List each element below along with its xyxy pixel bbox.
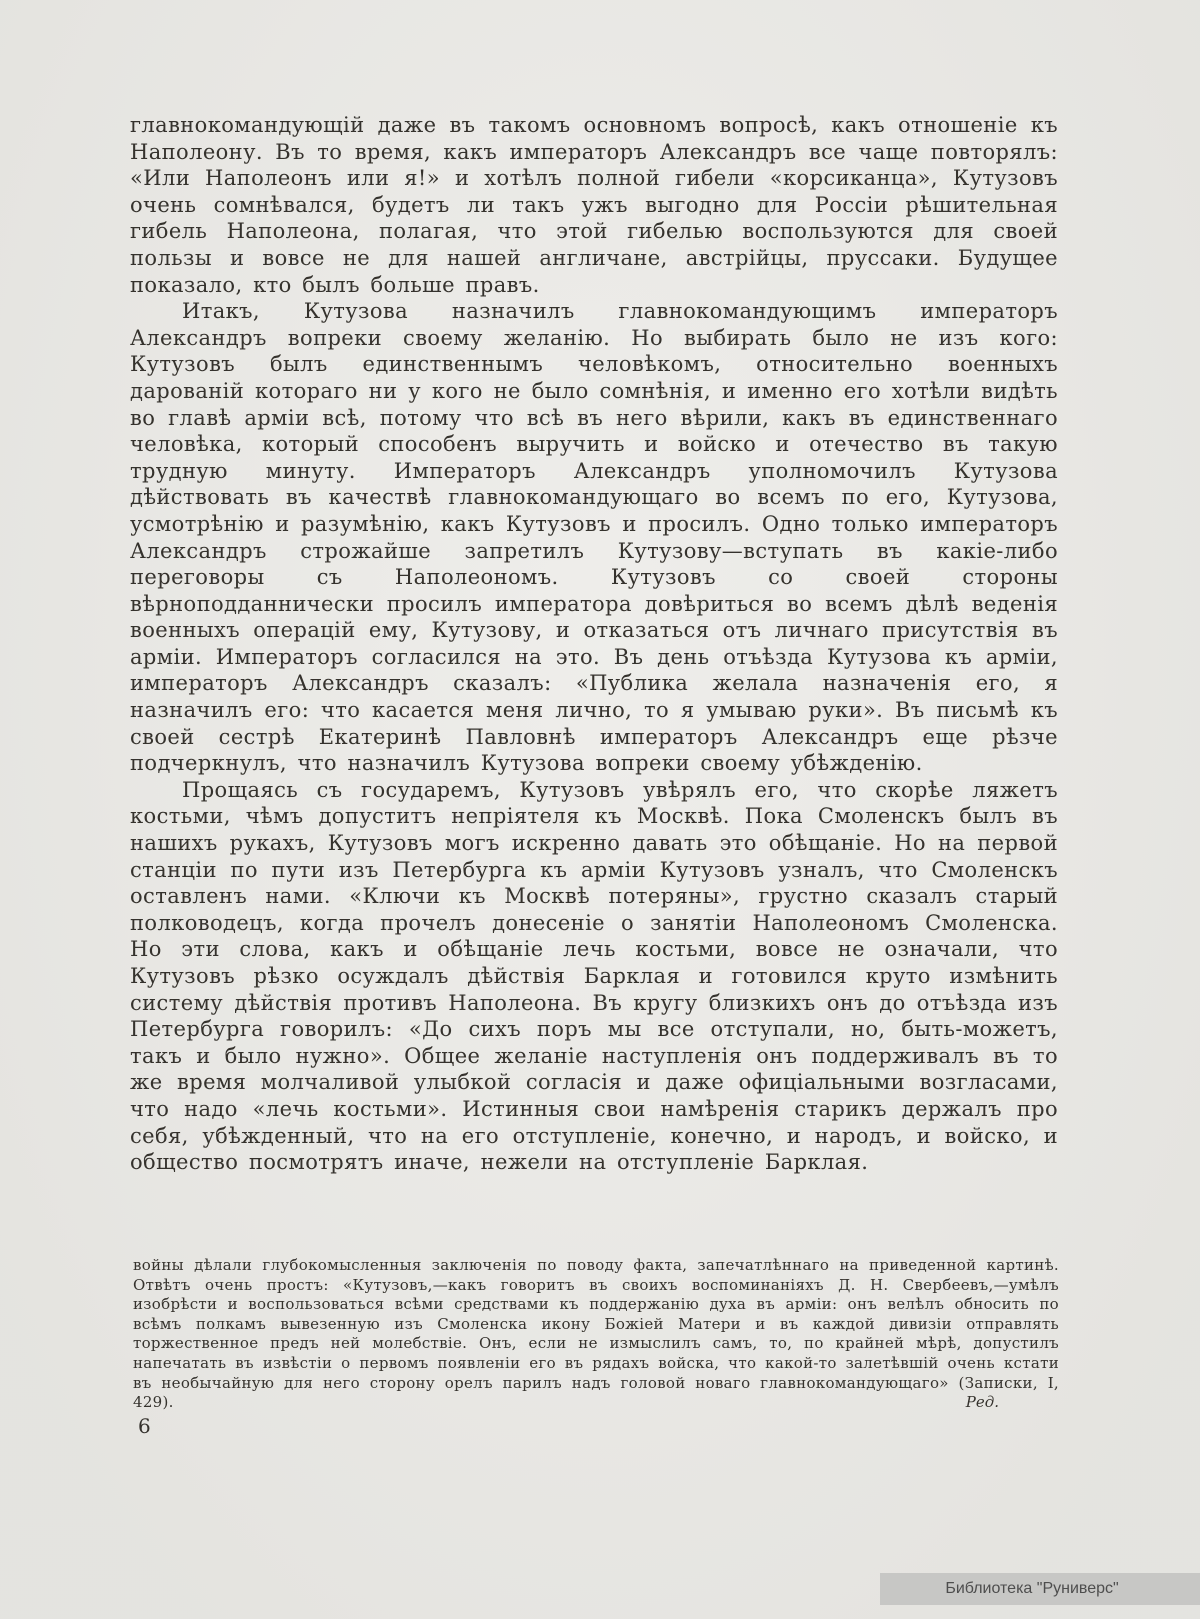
paragraph: Итакъ, Кутузова назначилъ главнокомандующимъ императоръ Александръ вопреки своему желанію. Но выбирать было не изъ кого: Кутузовъ былъ единственнымъ человѣкомъ, относительно военныхъ дарованій котораго ни у кого не было сомнѣнія, и именно его хотѣли видѣть во главѣ арміи всѣ, потому что всѣ въ него вѣрили, какъ въ единственнаго человѣка, который способенъ выручить и войско и отечество въ такую трудную минуту. Императоръ Александръ уполномочилъ Кутузова дѣйствовать въ качествѣ главнокомандующаго во всемъ по его, Кутузова, усмотрѣнію и разумѣнію, какъ Кутузовъ и просилъ. Одно только императоръ Александръ строжайше запретилъ Кутузову—вступать въ какіе-либо переговоры съ Наполеономъ. Кутузовъ со своей стороны вѣрноподданнически просилъ императора довѣриться во всемъ дѣлѣ веденія военныхъ операцій ему, Кутузову, и отказаться отъ личнаго присутствія въ арміи. Императоръ согласился на это. Въ день отъѣзда Кутузова къ арміи, императоръ Александръ сказалъ: «Публика желала назначенія его, я назначилъ его: что касается меня лично, то я умываю руки». Въ письмѣ къ своей сестрѣ Екатеринѣ Павловнѣ императоръ Александръ еще рѣзче подчеркнулъ, что назначилъ Кутузова вопреки своему убѣжденію. <box>130 299 1058 776</box>
paragraph: Прощаясь съ государемъ, Кутузовъ увѣрялъ его, что скорѣе ляжетъ костьми, чѣмъ допуститъ непріятеля къ Москвѣ. Пока Смоленскъ былъ въ нашихъ рукахъ, Кутузовъ могъ искренно давать это обѣщаніе. Но на первой станціи по пути изъ Петербурга къ арміи Кутузовъ узналъ, что Смоленскъ оставленъ нами. «Ключи къ Москвѣ потеряны», грустно сказалъ старый полководецъ, когда прочелъ донесеніе о занятіи Наполеономъ Смоленска. Но эти слова, какъ и обѣщаніе лечь костьми, вовсе не означали, что Кутузовъ рѣзко осуждалъ дѣйствія Барклая и готовился круто измѣнить систему дѣйствія противъ Наполеона. Въ кругу близкихъ онъ до отъѣзда изъ Петербурга говорилъ: «До сихъ поръ мы все отступали, но, быть-можетъ, такъ и было нужно». Общее желаніе наступленія онъ поддерживалъ въ то же время молчаливой улыбкой согласія и даже офиціальными возгласами, что надо «лечь костьми». Истинныя свои намѣренія старикъ держалъ про себя, убѣжденный, что на его отступленіе, конечно, и народъ, и войско, и общество посмотрятъ иначе, нежели на отступленіе Барклая. <box>130 777 1058 1175</box>
watermark-text: Библиотека "Руниверс" <box>945 1580 1119 1597</box>
paragraph: главнокомандующій даже въ такомъ основномъ вопросѣ, какъ отношеніе къ Наполеону. Въ то время, какъ императоръ Александръ все чаще повторялъ: «Или Наполеонъ или я!» и хотѣлъ полной гибели «корсиканца», Кутузовъ очень сомнѣвался, будетъ ли такъ ужъ выгодно для Россіи рѣшительная гибель Наполеона, полагая, что этой гибелью воспользуются для своей пользы и вовсе не для нашей англичане, австрійцы, пруссаки. Будущее показало, кто былъ больше правъ. <box>130 113 1058 297</box>
watermark <box>880 1573 1200 1605</box>
footnote-attribution: Ред. <box>965 1393 999 1412</box>
footnote <box>133 1256 1059 1413</box>
footnote-text: войны дѣлали глубокомысленныя заключенія по поводу факта, запечатлѣннаго на приведенной картинѣ. Отвѣтъ очень простъ: «Кутузовъ,—какъ говоритъ въ своихъ воспоминаніяхъ Д. Н. Свербеевъ,—умѣлъ изобрѣсти и воспользоваться всѣми средствами къ поддержанію духа въ арміи: онъ велѣлъ обносить по всѣмъ полкамъ вывезенную изъ Смоленска икону Божіей Матери и въ каждой дивизіи отправлять торжественное предъ ней молебствіе. Онъ, если не измыслилъ самъ, то, по крайней мѣрѣ, допустилъ напечатать въ извѣстіи о первомъ появленіи его въ рядахъ войска, что какой-то залетѣвшій очень кстати въ необычайную для него сторону орелъ парилъ надъ головой новаго главнокомандующаго» (Записки, I, 429). <box>133 1256 1059 1412</box>
page-number: 6 <box>138 1414 151 1438</box>
body-text <box>130 112 1058 1176</box>
